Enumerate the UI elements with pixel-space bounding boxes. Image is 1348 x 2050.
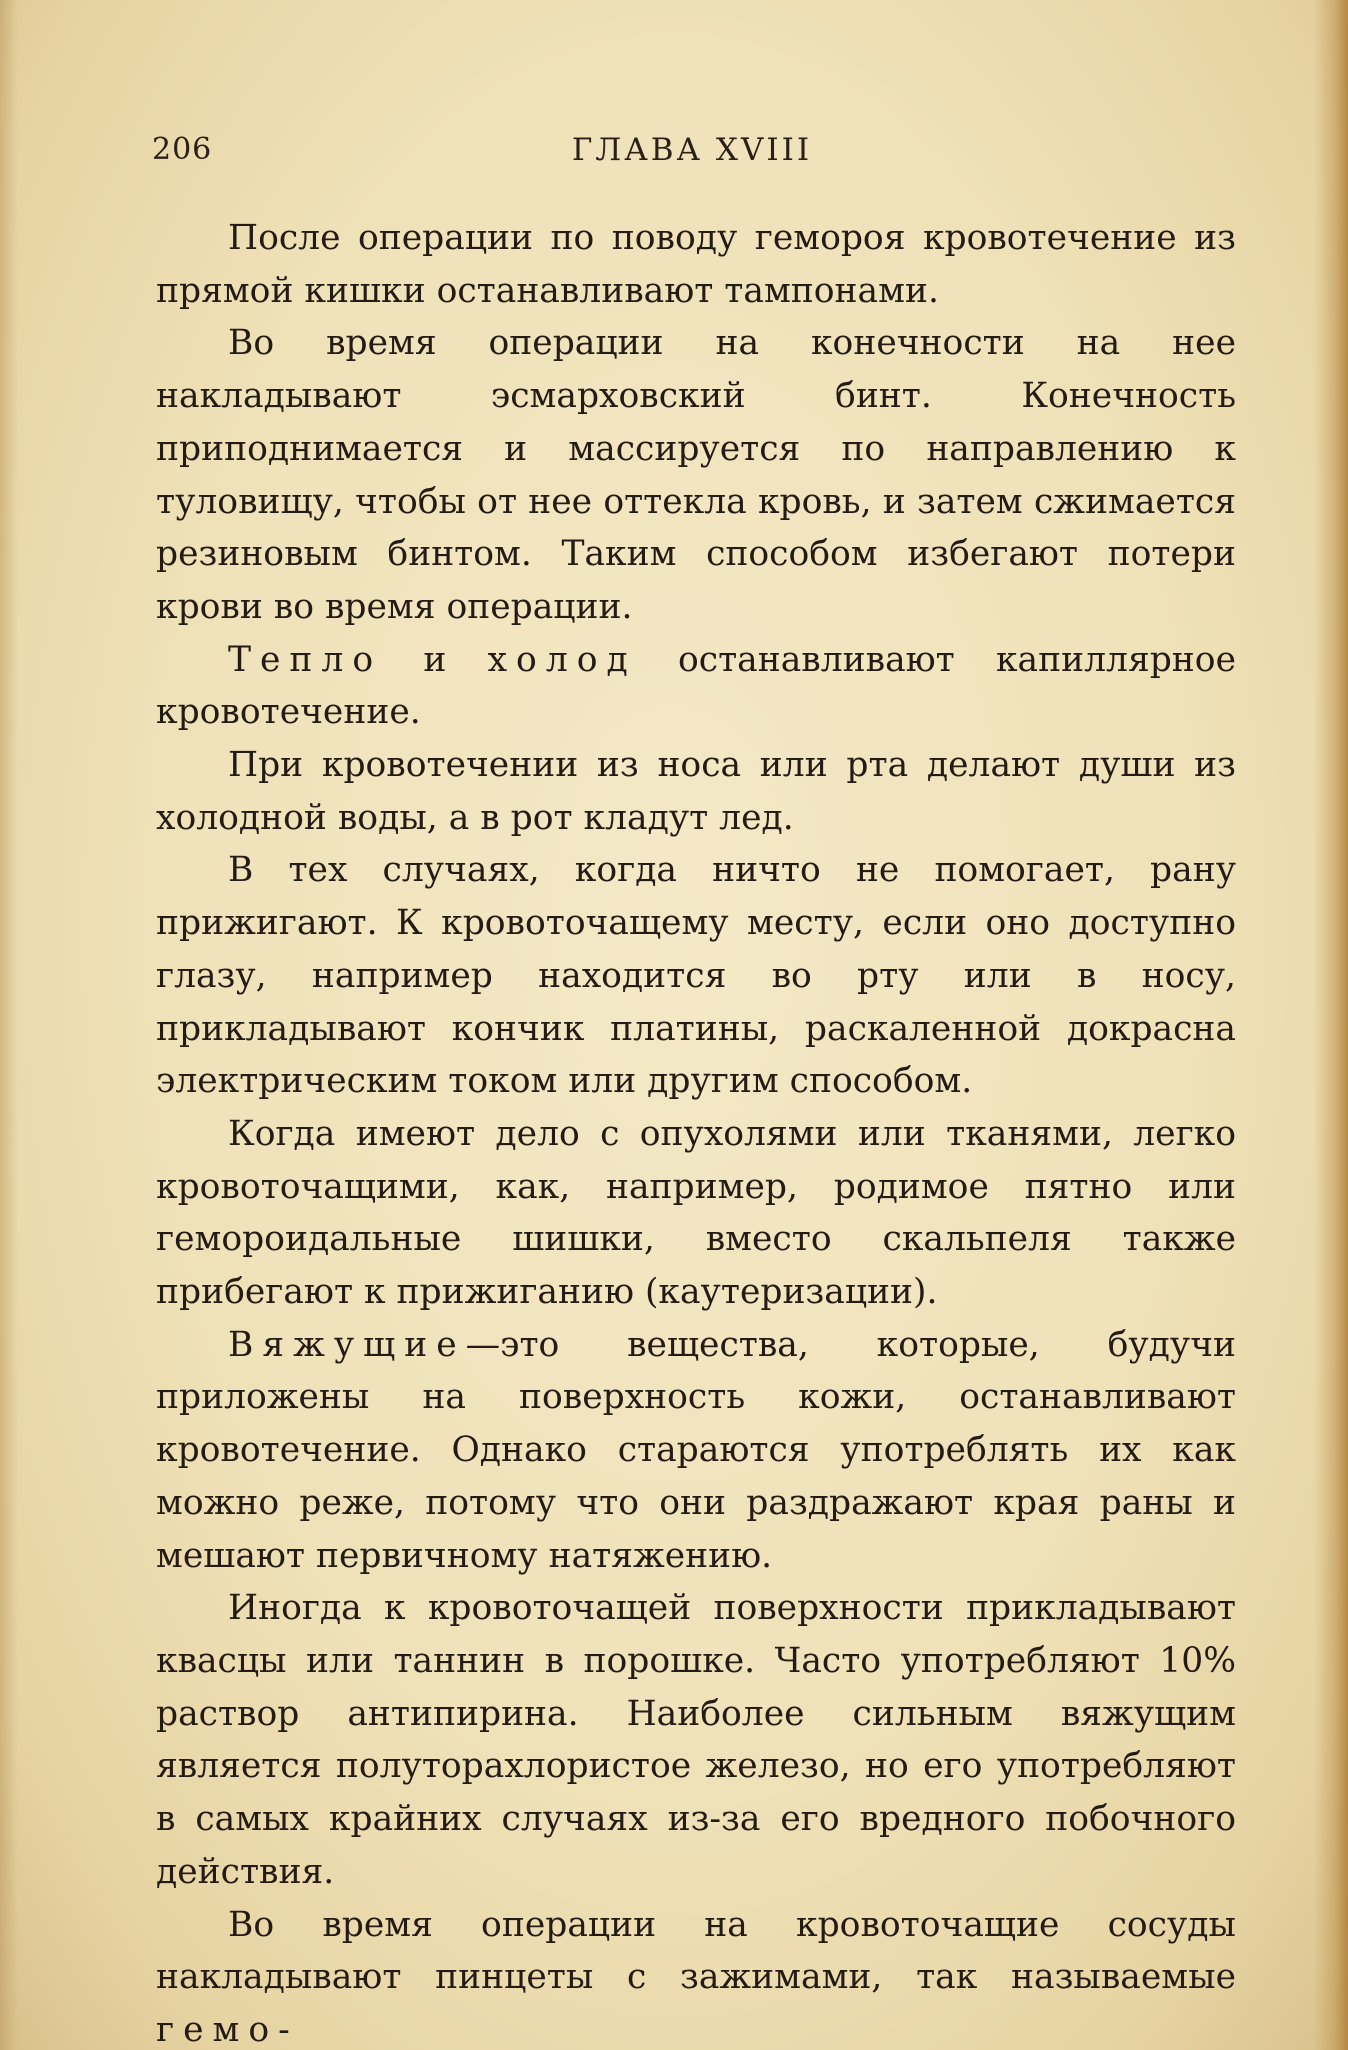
spaced-term: гемо- <box>156 2009 299 2050</box>
spaced-term: Вяжущие <box>228 1324 466 1365</box>
paragraph: Когда имеют дело с опухолями или тканями, легко кровоточащими, как, например, родимое пятно или гемороидальные шишки, вместо скальпеля также прибегают к прижиганию (каутеризации). <box>156 1113 1236 1313</box>
paragraph-text: останавливают капиллярное кровотечение. <box>156 639 1236 733</box>
paragraph <box>156 1899 1236 2050</box>
page-number: 206 <box>152 132 213 167</box>
paragraph: В тех случаях, когда ничто не помогает, рану прижигают. К кровоточащему месту, если оно доступно глазу, например находится во рту или в носу, прикладывают кончик платины, раскаленной докрасна электрическим током или другим способом. <box>156 850 1236 1102</box>
paragraph-connector: и <box>382 639 488 680</box>
paragraph <box>156 634 1236 739</box>
page-left-edge <box>0 0 18 2050</box>
paragraph-text: Во время операции на кровоточащие сосуды накладывают пинцеты с зажимами, так называемые <box>156 1904 1236 1998</box>
page-header <box>152 132 1232 176</box>
paragraph: При кровотечении из носа или рта делают души из холодной воды, а в рот кладут лед. <box>156 745 1236 838</box>
body-text <box>156 212 1236 2050</box>
paragraph: Иногда к кровоточащей поверхности прикладывают квасцы или таннин в порошке. Часто употребляют 10% раствор антипирина. Наиболее сильным вяжущим является полуторахлористое железо, но его употребляют в самых крайних случаях из-за его вредного побочного действия. <box>156 1588 1236 1892</box>
page-right-edge <box>1314 0 1348 2050</box>
paragraph <box>156 1319 1236 1583</box>
paragraph: Во время операции на конечности на нее накладывают эсмарховский бинт. Конечность приподнимается и массируется по направлению к туловищу, чтобы от нее оттекла кровь, и затем сжимается резиновым бинтом. Таким способом избегают потери крови во время операции. <box>156 323 1236 627</box>
spaced-term: Тепло <box>228 639 383 680</box>
spaced-term: холод <box>487 639 637 680</box>
running-title: ГЛАВА XVIII <box>571 132 813 168</box>
paragraph: После операции по поводу гемороя кровотечение из прямой кишки останавливают тампонами. <box>156 218 1236 311</box>
paragraph-text: —это вещества, которые, будучи приложены на поверхность кожи, останавливают кровотечение. Однако стараются употреблять их как можно реже, потому что они раздражают края раны и мешают первичному натяжению. <box>156 1324 1236 1576</box>
